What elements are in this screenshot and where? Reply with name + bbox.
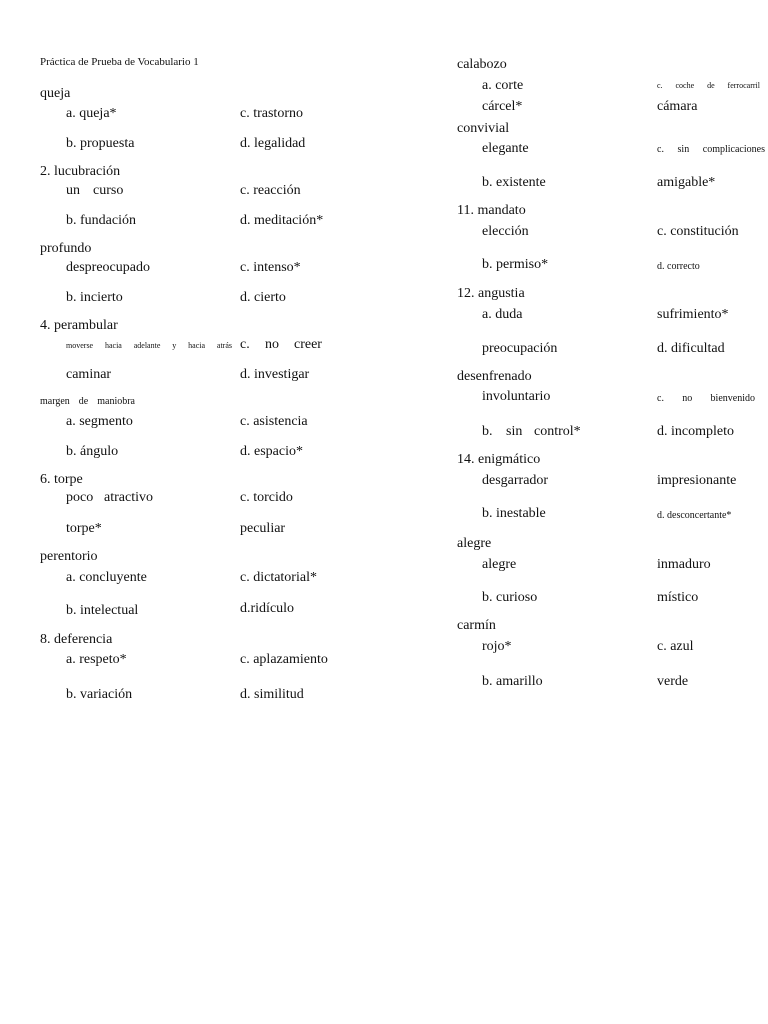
q5-option-a: a. segmento xyxy=(66,414,133,429)
question-14-word: 14. enigmático xyxy=(457,452,541,467)
q11-option-c: c. constitución xyxy=(657,224,739,239)
q5-word: de xyxy=(78,396,89,407)
q15-option-d: místico xyxy=(657,590,699,605)
q16-option-b: b. amarillo xyxy=(482,674,543,689)
q7-option-a: a. concluyente xyxy=(66,570,147,585)
q9-option-d: cámara xyxy=(657,99,698,114)
q2-option-d: d. meditación* xyxy=(240,213,324,228)
q13-option-c-word: bienvenido xyxy=(710,393,755,404)
q14-option-b: b. inestable xyxy=(482,506,546,521)
question-16-word: carmín xyxy=(457,618,496,633)
q9-option-a: a. corte xyxy=(482,78,524,93)
q6-option-b: torpe* xyxy=(66,521,102,536)
q1-option-d: d. legalidad xyxy=(240,136,306,151)
q5-option-d: d. espacio* xyxy=(240,444,303,459)
q15-option-a: alegre xyxy=(482,557,517,572)
q8-option-a: a. respeto* xyxy=(66,652,127,667)
q5-option-b: b. ángulo xyxy=(66,444,119,459)
q9-option-c-word: de xyxy=(707,81,715,90)
q10-option-c xyxy=(657,142,765,158)
q11-option-b: b. permiso* xyxy=(482,257,549,272)
q10-option-a: elegante xyxy=(482,141,529,156)
q15-option-b: b. curioso xyxy=(482,590,538,605)
q9-option-c-word: coche xyxy=(675,81,695,90)
q4-option-a-word: y xyxy=(172,341,177,350)
q3-option-a: despreocupado xyxy=(66,260,150,275)
q13-option-a: involuntario xyxy=(482,389,551,404)
q16-option-c: c. azul xyxy=(657,639,694,654)
q8-option-b: b. variación xyxy=(66,687,133,702)
q13-option-c xyxy=(657,391,755,407)
q3-option-c: c. intenso* xyxy=(240,260,301,275)
q6-option-a-word-1: poco xyxy=(66,490,94,505)
q11-option-d: d. correcto xyxy=(657,261,700,272)
q12-option-a: a. duda xyxy=(482,307,523,322)
q6-option-d: peculiar xyxy=(240,521,286,536)
q12-option-d: d. dificultad xyxy=(657,341,725,356)
q1-option-b: b. propuesta xyxy=(66,136,135,151)
q10-option-c-word: c. xyxy=(657,144,664,155)
q14-option-a: desgarrador xyxy=(482,473,549,488)
question-12-word: 12. angustia xyxy=(457,286,525,301)
q4-option-c-word-2: creer xyxy=(294,337,322,352)
q12-option-c: sufrimiento* xyxy=(657,307,729,322)
q4-option-a-word: atrás xyxy=(216,341,232,350)
question-15-word: alegre xyxy=(457,536,492,551)
q7-option-c: c. dictatorial* xyxy=(240,570,317,585)
q3-option-d: d. cierto xyxy=(240,290,286,305)
q4-option-a-word: adelante xyxy=(133,341,161,350)
question-8-word: 8. deferencia xyxy=(40,632,113,647)
q1-option-c: c. trastorno xyxy=(240,106,303,121)
q13-option-d: d. incompleto xyxy=(657,424,734,439)
q16-option-a: rojo* xyxy=(482,639,512,654)
q9-option-c-word: ferrocarril xyxy=(727,81,760,90)
question-10-word: convivial xyxy=(457,121,510,136)
q4-option-a xyxy=(66,338,232,354)
q6-option-c: c. torcido xyxy=(240,490,293,505)
q2-option-a-word-2: curso xyxy=(93,183,124,198)
q6-option-a-word-2: atractivo xyxy=(104,490,153,505)
q15-option-c: inmaduro xyxy=(657,557,711,572)
question-11-word: 11. mandato xyxy=(457,203,526,218)
q4-option-a-word: hacia xyxy=(104,341,122,350)
q5-word: margen xyxy=(40,396,70,407)
q4-option-a-word: moverse xyxy=(66,341,94,350)
q14-option-d: d. desconcertante* xyxy=(657,510,732,521)
question-3-word: profundo xyxy=(40,241,92,256)
q2-option-a-word-1: un xyxy=(66,183,80,198)
question-1-word: queja xyxy=(40,86,71,101)
q10-option-c-word: sin xyxy=(677,144,690,155)
page-title: Práctica de Prueba de Vocabulario 1 xyxy=(40,56,199,68)
question-4-word: 4. perambular xyxy=(40,318,118,333)
question-7-word: perentorio xyxy=(40,549,98,564)
q10-option-c-word: complicaciones xyxy=(702,144,765,155)
q3-option-b: b. incierto xyxy=(66,290,123,305)
q5-option-c: c. asistencia xyxy=(240,414,308,429)
q7-option-d: d.ridículo xyxy=(240,601,295,616)
q7-option-b: b. intelectual xyxy=(66,603,139,618)
question-6-word: 6. torpe xyxy=(40,472,83,487)
q4-option-a-word: hacia xyxy=(188,341,206,350)
q2-option-c: c. reacción xyxy=(240,183,301,198)
q4-option-d: d. investigar xyxy=(240,367,310,382)
q10-option-d: amigable* xyxy=(657,175,716,190)
question-2-word: 2. lucubración xyxy=(40,164,121,179)
q9-option-b: cárcel* xyxy=(482,99,523,114)
q11-option-a: elección xyxy=(482,224,529,239)
q9-option-c xyxy=(657,78,760,94)
q2-option-b: b. fundación xyxy=(66,213,136,228)
q10-option-b: b. existente xyxy=(482,175,546,190)
q4-option-c-letter: c. xyxy=(240,337,250,352)
q4-option-c-word-1: no xyxy=(265,337,279,352)
q1-option-a: a. queja* xyxy=(66,106,117,121)
q13-option-b-letter: b. xyxy=(482,424,493,439)
q8-option-d: d. similitud xyxy=(240,687,304,702)
q13-option-b-word-2: control* xyxy=(534,424,581,439)
question-5-word xyxy=(40,394,135,410)
q9-option-c-word: c. xyxy=(657,81,663,90)
q12-option-b: preocupación xyxy=(482,341,558,356)
question-13-word: desenfrenado xyxy=(457,369,532,384)
q8-option-c: c. aplazamiento xyxy=(240,652,328,667)
q13-option-b-word-1: sin xyxy=(506,424,523,439)
q5-word: maniobra xyxy=(97,396,135,407)
q4-option-b: caminar xyxy=(66,367,112,382)
q16-option-d: verde xyxy=(657,674,689,689)
q13-option-c-word: c. xyxy=(657,393,664,404)
q14-option-c: impresionante xyxy=(657,473,737,488)
question-9-word: calabozo xyxy=(457,57,507,72)
q13-option-c-word: no xyxy=(682,393,693,404)
